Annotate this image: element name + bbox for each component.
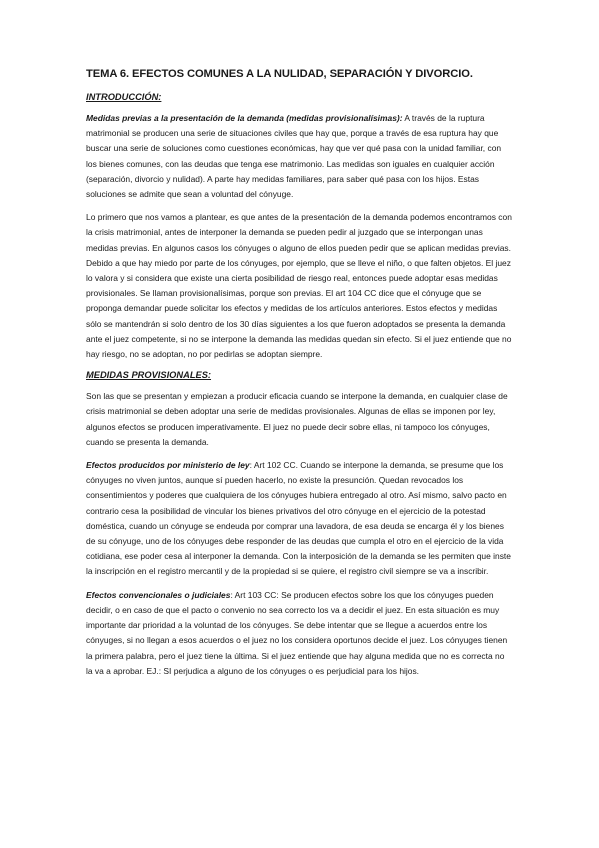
paragraph-efectos-ley <box>86 458 513 580</box>
paragraph-crisis-matrimonial: Lo primero que nos vamos a plantear, es que antes de la presentación de la demanda podemos encontramos con la crisis matrimonial, antes de interponer la demanda se pueden pedir al juzgado que se interpongan unas medidas previas. En algunos casos los cónyuges o alguno de ellos pueden pedir que se aplican medidas previas. Debido a que hay miedo por parte de los cónyuges, por ejemplo, que se lleve el niño, o que falten objetos. El juez lo valora y si considera que existe una cierta posibilidad de riesgo real, entonces puede adoptar esas medidas provisionales. Se llaman provisionalísimas, porque son previas. El art 104 CC dice que el cónyuge que se proponga demandar puede solicitar los efectos y medidas de los artículos anteriores. Estos efectos y medidas sólo se mantendrán si solo dentro de los 30 días siguientes a los que fueron adoptados se presenta la demanda ante el juez competente, si no se interpone la demanda las medidas quedan sin efecto. Si el juez entiende que no hay riesgo, no se adoptan, no por pedirlas se adoptan siempre. <box>86 212 512 360</box>
paragraph-efectos-convencionales <box>86 588 513 679</box>
document-body <box>86 68 513 687</box>
paragraph-text: A través de la ruptura matrimonial se producen una serie de situaciones civiles que hay que, porque a través de esa ruptura hay que buscar una serie de soluciones como cuestiones económicas, hay que ver qué pasa con la unidad familiar, con los bienes comunes, con las deudas que tenga ese matrimonio. Las medidas son iguales en cualquier acción (separación, divorcio y nulidad). A parte hay medidas familiares, para saber qué pasa con los hijos. Estas soluciones se admite que sean a voluntad del cónyuge. <box>86 113 502 200</box>
paragraph-text: : Art 102 CC. Cuando se interpone la demanda, se presume que los cónyuges no viven juntos, aunque sí pueden hacerlo, no existe la presunción. Quedan revocados los consentimientos y poderes que cualquiera de los cónyuges hubiera entregado al otro. Así mismo, salvo pacto en contrario cesa la posibilidad de vincular los bienes privativos del otro cónyuge en el ejercicio de la potestad doméstica, cuando un cónyuge se endeuda por comprar una lavadora, de esa deuda se encarga él y los bienes de su cónyuge, uno de los cónyuges debe responder de las deudas que cumpla el otro en el ejercicio de la vida cotidiana, ese poder cesa al interponer la demanda. Con la interposición de la demanda se les permiten que inste la inscripción en el registro mercantil y de la propiedad si se quiere, el registro civil siempre se va a inscribir. <box>86 460 511 577</box>
paragraph-lead: Efectos producidos por ministerio de ley <box>86 460 250 471</box>
page-title: TEMA 6. EFECTOS COMUNES A LA NULIDAD, SEPARACIÓN Y DIVORCIO. <box>86 68 473 80</box>
paragraph-medidas-previas <box>86 111 513 202</box>
section-heading-medidas-provisionales: MEDIDAS PROVISIONALES: <box>86 370 212 381</box>
paragraph-medidas-provisionales: Son las que se presentan y empiezan a producir eficacia cuando se interpone la demanda, en cualquier clase de crisis matrimonial se deben adoptar una serie de medidas provisionales. Algunas de ellas se imponen por ley, algunos efectos se producen imperativamente. El juez no puede decir sobre ellas, ni tampoco los cónyuges, cuando se presenta la demanda. <box>86 391 508 447</box>
paragraph-text: : Art 103 CC: Se producen efectos sobre los que los cónyuges pueden decidir, o en caso de que el pacto o convenio no sea correcto los va a decidir el juez. En esta situación es muy importante dar prioridad a la voluntad de los cónyuges. Se debe intentar que se llegue a acuerdos entre los cónyuges, si no llegan a esos acuerdos o el juez no los considera oportunos decide el juez. Los cónyuges tienen la primera palabra, pero el juez tiene la última. Si el juez entiende que hay alguna medida que no es correcta no la va a aprobar. EJ.: SI perjudica a alguno de los cónyuges o es perjudicial para los hijos. <box>86 589 508 676</box>
section-heading-introduccion: INTRODUCCIÓN: <box>86 92 162 102</box>
paragraph-lead: Efectos convencionales o judiciales <box>86 589 231 600</box>
paragraph-lead: Medidas previas a la presentación de la demanda (medidas provisionalísimas): <box>86 113 403 123</box>
